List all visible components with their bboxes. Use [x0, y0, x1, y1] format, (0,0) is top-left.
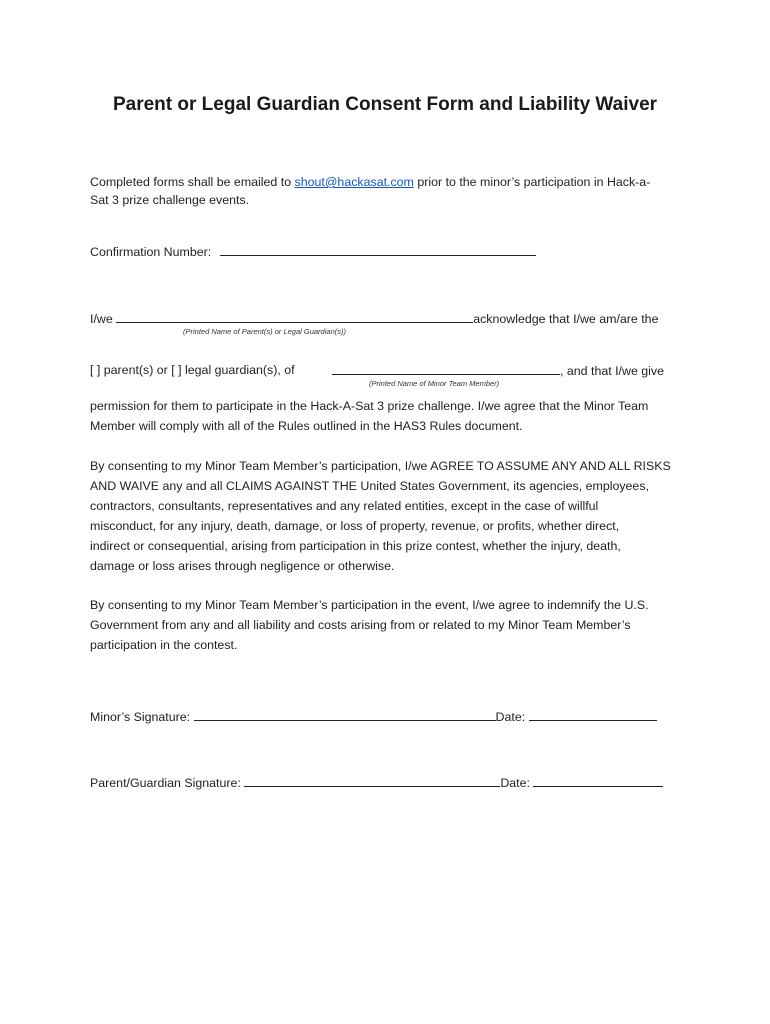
minor-name-caption: (Printed Name of Minor Team Member) — [369, 379, 500, 388]
iwe-label: I/we — [90, 312, 113, 326]
waiver-line: By consenting to my Minor Team Member’s participation, I/we AGREE TO ASSUME ANY AND ALL RISKS — [90, 459, 671, 473]
waiver-line: misconduct, for any injury, death, damage, or loss of property, revenue, or profits, whether direct, — [90, 519, 620, 533]
role-text: [ ] parent(s) or [ ] legal guardian(s), of — [90, 363, 295, 377]
intro-line-1 — [90, 175, 650, 189]
minor-date-field[interactable] — [529, 709, 657, 721]
minor-name-row — [332, 363, 664, 378]
acknowledge-text: acknowledge that I/we am/are the — [473, 312, 659, 326]
indemnify-line: participation in the contest. — [90, 638, 238, 652]
minor-signature-label: Minor’s Signature: — [90, 710, 191, 724]
minor-name-field[interactable] — [332, 363, 560, 375]
date-label: Date: — [500, 776, 530, 790]
role-row — [90, 363, 295, 377]
parent-signature-label: Parent/Guardian Signature: — [90, 776, 241, 790]
give-text: , and that I/we give — [560, 364, 665, 378]
minor-signature-row — [90, 709, 657, 724]
parent-date-field[interactable] — [533, 775, 663, 787]
permission-line-1: permission for them to participate in the Hack-A-Sat 3 prize challenge. I/we agree that the Minor Team — [90, 399, 649, 413]
parent-signature-field[interactable] — [244, 775, 500, 787]
date-label: Date: — [495, 710, 526, 724]
page-title: Parent or Legal Guardian Consent Form and Liability Waiver — [112, 94, 658, 115]
confirmation-row — [90, 244, 536, 259]
confirmation-number-field[interactable] — [220, 244, 536, 256]
acknowledge-row — [90, 311, 658, 326]
minor-signature-field[interactable] — [194, 709, 496, 721]
parent-signature-row — [90, 775, 663, 790]
waiver-line: indirect or consequential, arising from participation in this prize contest, whether the injury, death, — [90, 539, 621, 553]
email-link[interactable]: shout@hackasat.com — [294, 175, 414, 189]
indemnify-line: By consenting to my Minor Team Member’s participation in the event, I/we agree to indemnify the U.S. — [90, 598, 649, 612]
waiver-line: contractors, consultants, representatives and any related entities, except in the case of willful — [90, 499, 599, 513]
waiver-line: AND WAIVE any and all CLAIMS AGAINST THE United States Government, its agencies, employees, — [90, 479, 649, 493]
indemnify-line: Government from any and all liability and costs arising from or related to my Minor Team Member’s — [90, 618, 631, 632]
parent-name-caption: (Printed Name of Parent(s) or Legal Guardian(s)) — [183, 327, 346, 336]
waiver-paragraph — [90, 456, 680, 576]
permission-paragraph — [90, 396, 680, 436]
indemnify-paragraph — [90, 595, 680, 655]
confirmation-label: Confirmation Number: — [90, 245, 212, 259]
waiver-line: damage or loss arises through negligence or otherwise. — [90, 559, 395, 573]
intro-text: Completed forms shall be emailed to — [90, 175, 295, 189]
parent-name-field[interactable] — [116, 311, 473, 323]
permission-line-2: Member will comply with all of the Rules outlined in the HAS3 Rules document. — [90, 419, 523, 433]
intro-text-after: prior to the minor’s participation in Hack-a- — [413, 175, 651, 189]
intro-line-2: Sat 3 prize challenge events. — [90, 193, 250, 207]
